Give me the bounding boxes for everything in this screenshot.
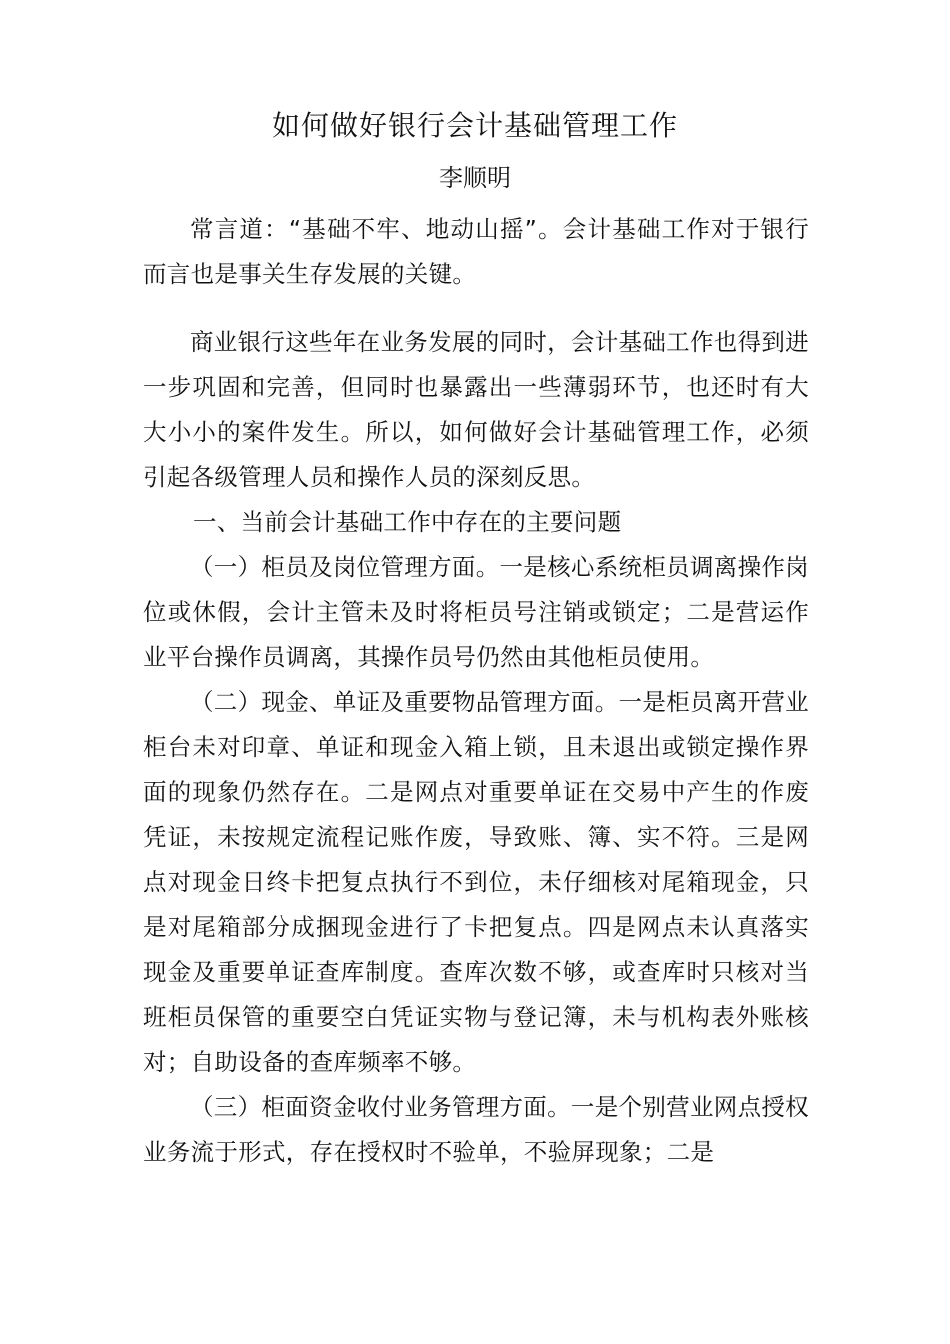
paragraph-counter-funds-management: （三）柜面资金收付业务管理方面。一是个别营业网点授权业务流于形式，存在授权时不验单，不验屏现象；二是: [143, 1093, 809, 1166]
section-heading-problems: 一、当前会计基础工作中存在的主要问题: [193, 508, 622, 536]
paragraph-intro: 常言道：“基础不牢、地动山摇”。会计基础工作对于银行而言也是事关生存发展的关键。: [143, 215, 809, 288]
document-title: 如何做好银行会计基础管理工作: [271, 109, 678, 142]
paragraph-teller-management: （一）柜员及岗位管理方面。一是核心系统柜员调离操作岗位或休假，会计主管未及时将柜员号注销或锁定；二是营运作业平台操作员调离，其操作员号仍然由其他柜员使用。: [143, 553, 809, 671]
paragraph-background: 商业银行这些年在业务发展的同时，会计基础工作也得到进一步巩固和完善，但同时也暴露出一些薄弱环节，也还时有大大小小的案件发生。所以，如何做好会计基础管理工作，必须引起各级管理人员和操作人员的深刻反思。: [143, 328, 809, 491]
document-author: 李顺明: [439, 164, 511, 192]
paragraph-cash-voucher-management: （二）现金、单证及重要物品管理方面。一是柜员离开营业柜台未对印章、单证和现金入箱上锁，且未退出或锁定操作界面的现象仍然存在。二是网点对重要单证在交易中产生的作废凭证，未按规定流程记账作废，导致账、簿、实不符。三是网点对现金日终卡把复点执行不到位，未仔细核对尾箱现金，只是对尾箱部分成捆现金进行了卡把复点。四是网点未认真落实现金及重要单证查库制度。查库次数不够，或查库时只核对当班柜员保管的重要空白凭证实物与登记簿，未与机构表外账核对；自助设备的查库频率不够。: [143, 688, 809, 1076]
document-body: [143, 207, 809, 1175]
